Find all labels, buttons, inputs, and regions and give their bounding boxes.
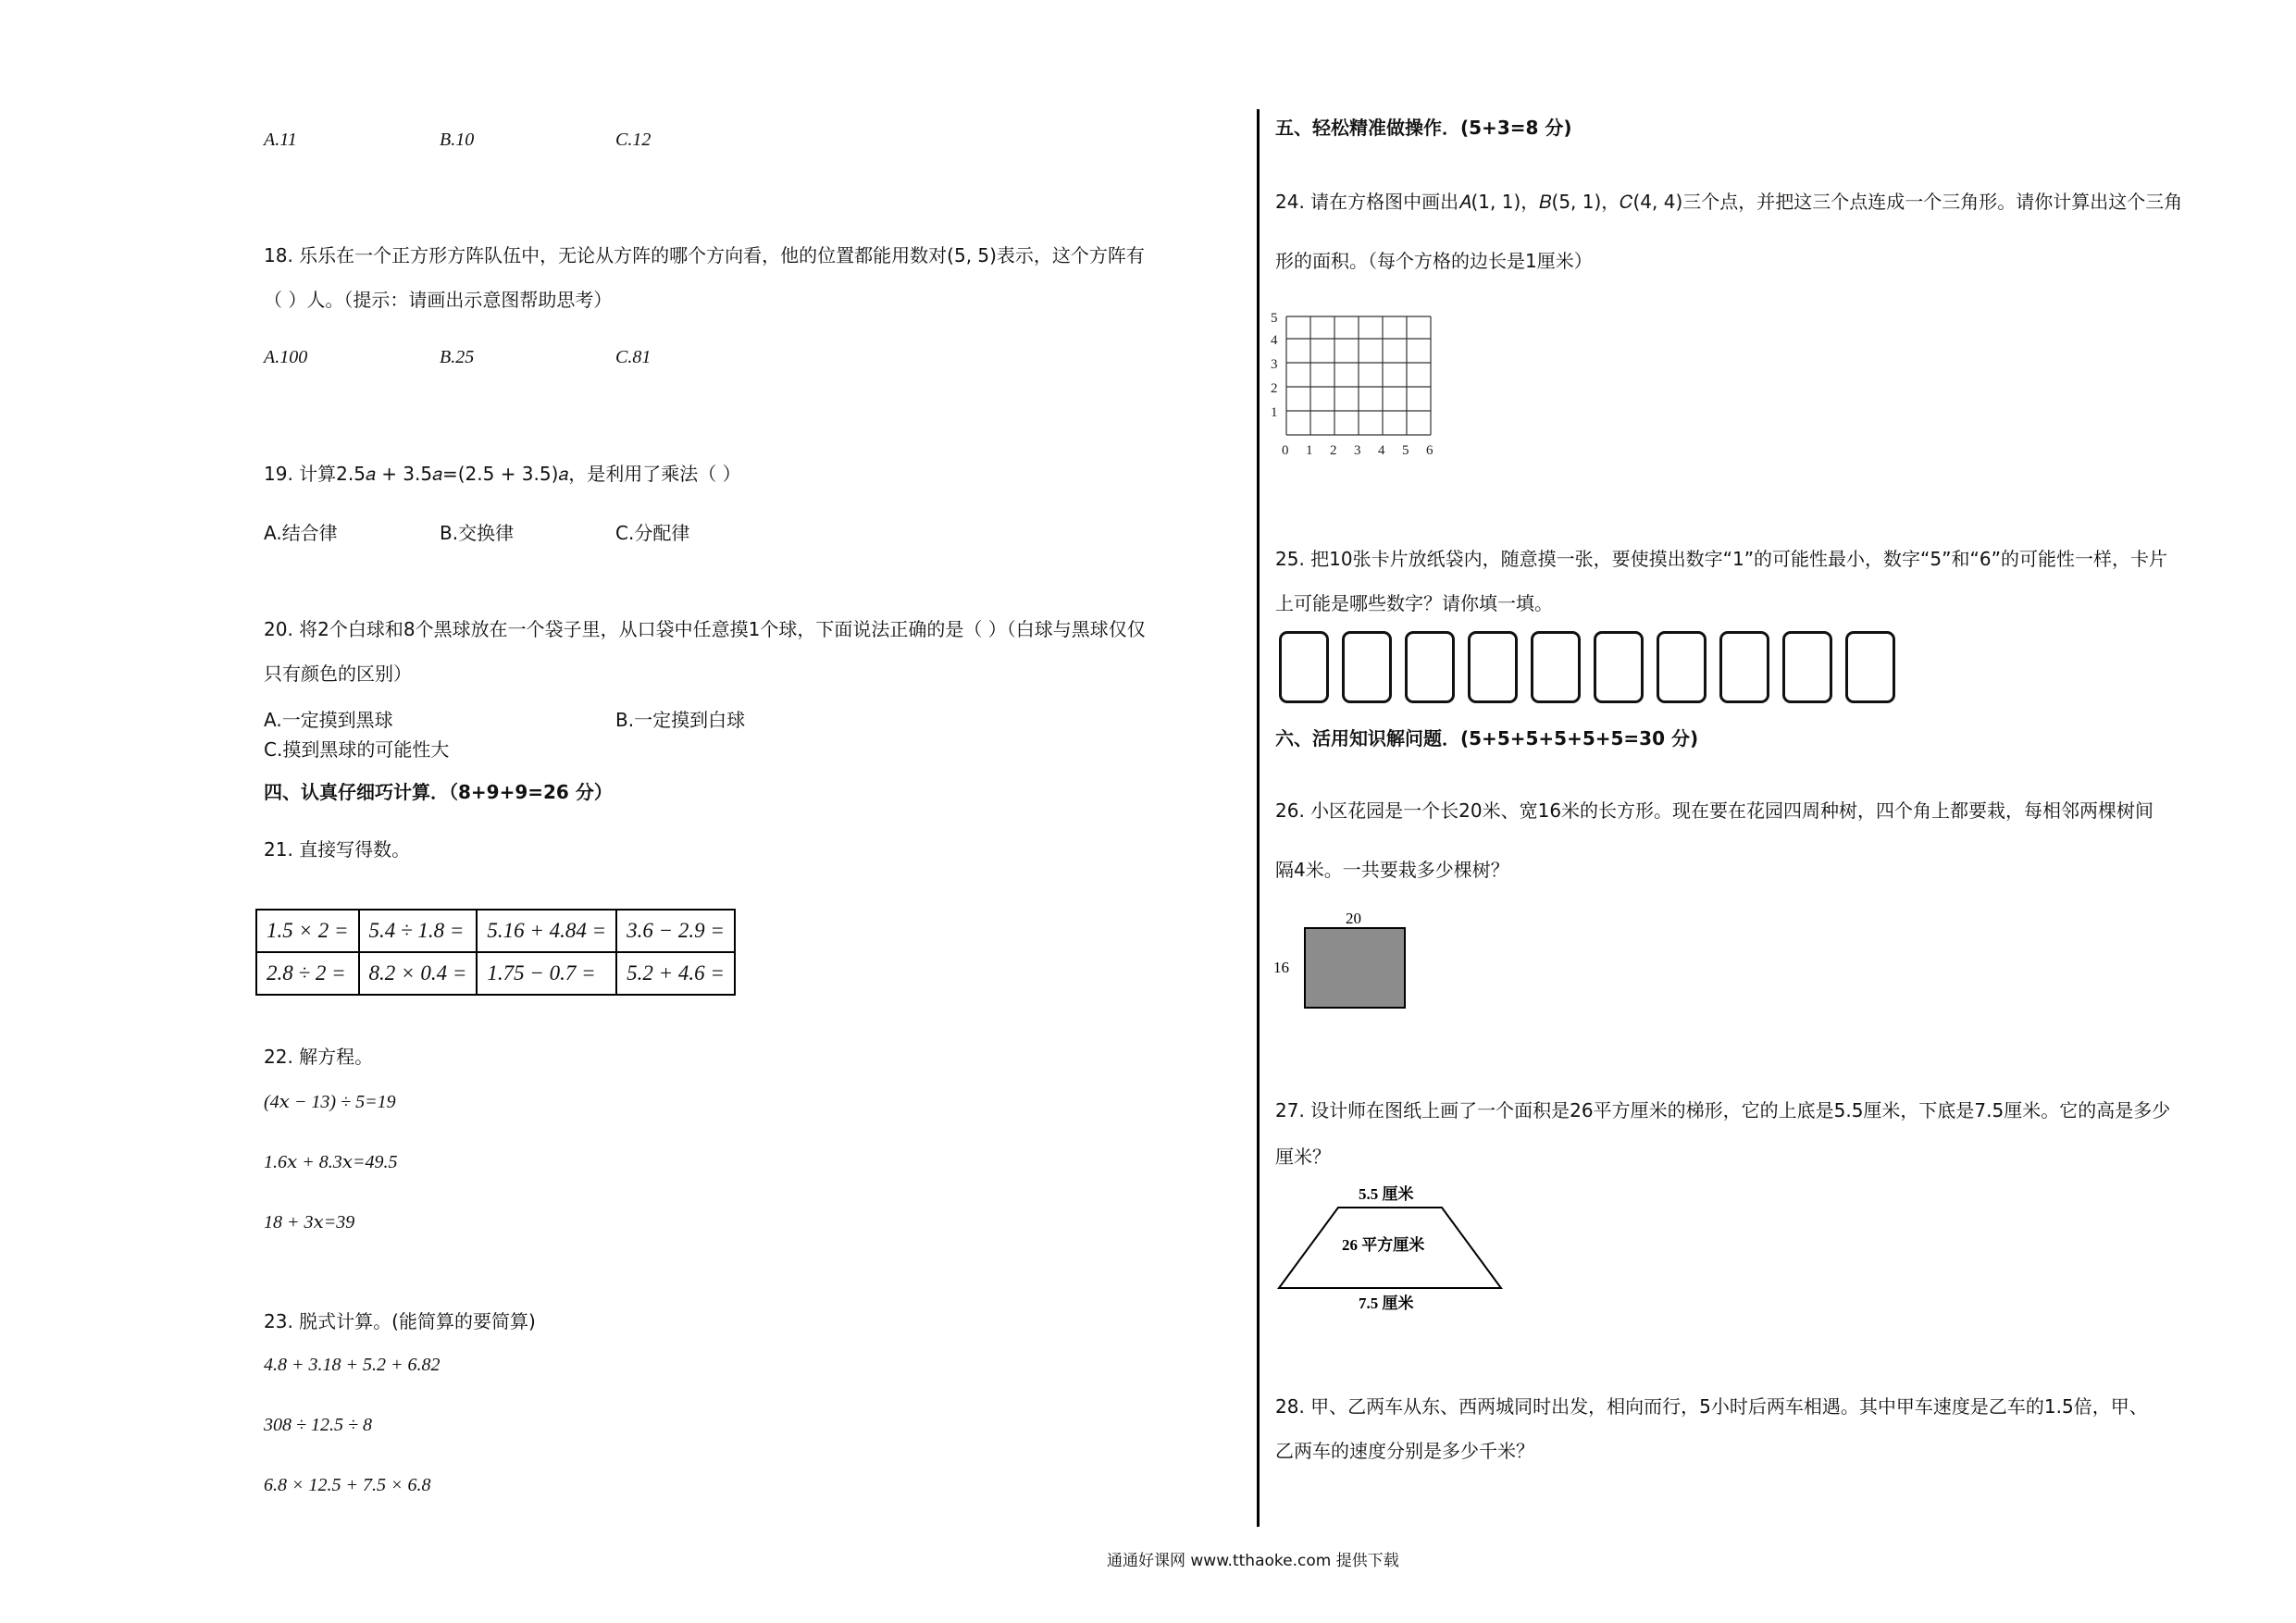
calc-cell: 5.16 + 4.84 =: [477, 910, 616, 952]
q27-bottom-base-label: 7.5 厘米: [1359, 1295, 1414, 1312]
q25-text-line2: 上可能是哪些数字？请你填一填。: [1275, 592, 1553, 614]
q23-expression-3: 6.8 × 12.5 + 7.5 × 6.8: [264, 1475, 431, 1495]
section-5-heading: 五、轻松精准做操作．(5+3=8 分): [1275, 117, 1572, 139]
grid-x-label: 4: [1378, 443, 1385, 458]
grid-y-label: 1: [1271, 405, 1278, 420]
q26-width-label: 16: [1273, 959, 1289, 976]
garden-rectangle: [1305, 928, 1405, 1008]
q25-blank-card[interactable]: [1845, 631, 1895, 703]
q27-trapezoid-figure: [1268, 1177, 1518, 1316]
table-row: [256, 952, 735, 995]
calc-cell: 8.2 × 0.4 =: [359, 952, 478, 995]
q23-expression-2: 308 ÷ 12.5 ÷ 8: [264, 1415, 372, 1435]
q20-text-line1: 20. 将2个白球和8个黑球放在一个袋子里，从口袋中任意摸1个球，下面说法正确的是（ ）（白球与黑球仅仅: [264, 618, 1146, 640]
calc-cell: 2.8 ÷ 2 =: [256, 952, 359, 995]
q18-text-line2: （ ）人。（提示：请画出示意图帮助思考）: [264, 289, 613, 311]
q18-option-b: B.25: [440, 347, 475, 367]
q20-text-line2: 只有颜色的区别）: [264, 663, 412, 685]
q25-blank-card[interactable]: [1594, 631, 1644, 703]
q23-title: 23. 脱式计算。(能简算的要简算): [264, 1310, 536, 1332]
q20-option-c: C.摸到黑球的可能性大: [264, 738, 450, 761]
grid-y-label: 5: [1271, 311, 1278, 326]
q24-coordinate-grid: [1268, 305, 1453, 463]
q28-text-line1: 28. 甲、乙两车从东、西两城同时出发，相向而行，5小时后两车相遇。其中甲车速度是乙车的1.5倍，甲、: [1275, 1395, 2148, 1418]
q27-top-base-label: 5.5 厘米: [1359, 1185, 1414, 1203]
calc-cell: 5.4 ÷ 1.8 =: [359, 910, 478, 952]
q25-blank-card[interactable]: [1468, 631, 1518, 703]
section-6-heading: 六、活用知识解问题．(5+5+5+5+5+5=30 分): [1275, 727, 1699, 750]
q17-option-b: B.10: [440, 130, 475, 150]
q17-option-c: C.12: [615, 130, 652, 150]
q25-blank-card[interactable]: [1782, 631, 1832, 703]
q25-blank-card[interactable]: [1342, 631, 1392, 703]
q22-equation-3: 18 + 3𝑥=39: [264, 1212, 355, 1233]
q25-text-line1: 25. 把10张卡片放纸袋内，随意摸一张，要使摸出数字“1”的可能性最小，数字“5”和“6”的可能性一样，卡片: [1275, 548, 2167, 570]
q19-option-a: A.结合律: [264, 522, 338, 544]
q19-option-b: B.交换律: [440, 522, 515, 544]
q18-option-a: A.100: [264, 347, 308, 367]
table-row: [256, 910, 735, 952]
grid-x-label: 2: [1330, 443, 1337, 458]
grid-x-label: 5: [1402, 443, 1409, 458]
q22-equation-1: (4𝑥 − 13) ÷ 5=19: [264, 1092, 396, 1112]
column-divider: [1257, 109, 1260, 1527]
grid-x-label: 0: [1282, 443, 1289, 458]
calc-cell: 1.5 × 2 =: [256, 910, 359, 952]
q18-text-line1: 18. 乐乐在一个正方形方阵队伍中，无论从方阵的哪个方向看，他的位置都能用数对(5, 5)表示，这个方阵有: [264, 244, 1145, 266]
calc-cell: 5.2 + 4.6 =: [616, 952, 735, 995]
q26-text-line1: 26. 小区花园是一个长20米、宽16米的长方形。现在要在花园四周种树，四个角上都要栽，每相邻两棵树间: [1275, 799, 2154, 822]
q27-area-label: 26 平方厘米: [1342, 1236, 1425, 1254]
q23-expression-1: 4.8 + 3.18 + 5.2 + 6.82: [264, 1355, 441, 1375]
q19-option-c: C.分配律: [615, 522, 690, 544]
grid-x-label: 6: [1426, 443, 1433, 458]
q24-text-line2: 形的面积。（每个方格的边长是1厘米）: [1275, 250, 1593, 272]
grid-x-label: 3: [1354, 443, 1361, 458]
page-footer: 通通好课网 www.tthaoke.com 提供下载: [1107, 1552, 1399, 1570]
q20-option-a: A.一定摸到黑球: [264, 709, 393, 731]
q20-option-b: B.一定摸到白球: [615, 709, 746, 731]
q25-blank-card[interactable]: [1405, 631, 1455, 703]
q25-blank-card[interactable]: [1657, 631, 1706, 703]
q26-text-line2: 隔4米。一共要栽多少棵树？: [1275, 859, 1509, 881]
q26-length-label: 20: [1346, 910, 1361, 927]
q21-title: 21. 直接写得数。: [264, 838, 411, 861]
q24-text-line1: 24. 请在方格图中画出𝐴(1, 1)，𝐵(5, 1)，𝐶(4, 4)三个点，并把这三个点连成一个三角形。请你计算出这个三角: [1275, 191, 2183, 213]
q25-blank-card[interactable]: [1719, 631, 1769, 703]
calc-cell: 1.75 − 0.7 =: [477, 952, 616, 995]
q18-option-c: C.81: [615, 347, 652, 367]
grid-y-label: 3: [1271, 357, 1278, 372]
q27-text-line2: 厘米？: [1275, 1146, 1331, 1168]
grid-y-label: 4: [1271, 333, 1278, 348]
q21-calc-table: [255, 909, 736, 996]
q22-title: 22. 解方程。: [264, 1046, 374, 1068]
section-4-heading: 四、认真仔细巧计算．（8+9+9=26 分）: [264, 781, 613, 803]
calc-cell: 3.6 − 2.9 =: [616, 910, 735, 952]
q22-equation-2: 1.6𝑥 + 8.3𝑥=49.5: [264, 1152, 398, 1172]
q25-blank-card[interactable]: [1531, 631, 1581, 703]
q28-text-line2: 乙两车的速度分别是多少千米？: [1275, 1440, 1534, 1462]
q19-text: 19. 计算2.5𝑎 + 3.5𝑎=(2.5 + 3.5)𝑎，是利用了乘法（ ）: [264, 463, 741, 485]
q26-rectangle-figure: [1268, 909, 1416, 1015]
grid-y-label: 2: [1271, 381, 1278, 396]
grid-x-label: 1: [1306, 443, 1313, 458]
q25-blank-card[interactable]: [1279, 631, 1329, 703]
q17-option-a: A.11: [264, 130, 297, 150]
q27-text-line1: 27. 设计师在图纸上画了一个面积是26平方厘米的梯形，它的上底是5.5厘米，下底是7.5厘米。它的高是多少: [1275, 1099, 2171, 1121]
